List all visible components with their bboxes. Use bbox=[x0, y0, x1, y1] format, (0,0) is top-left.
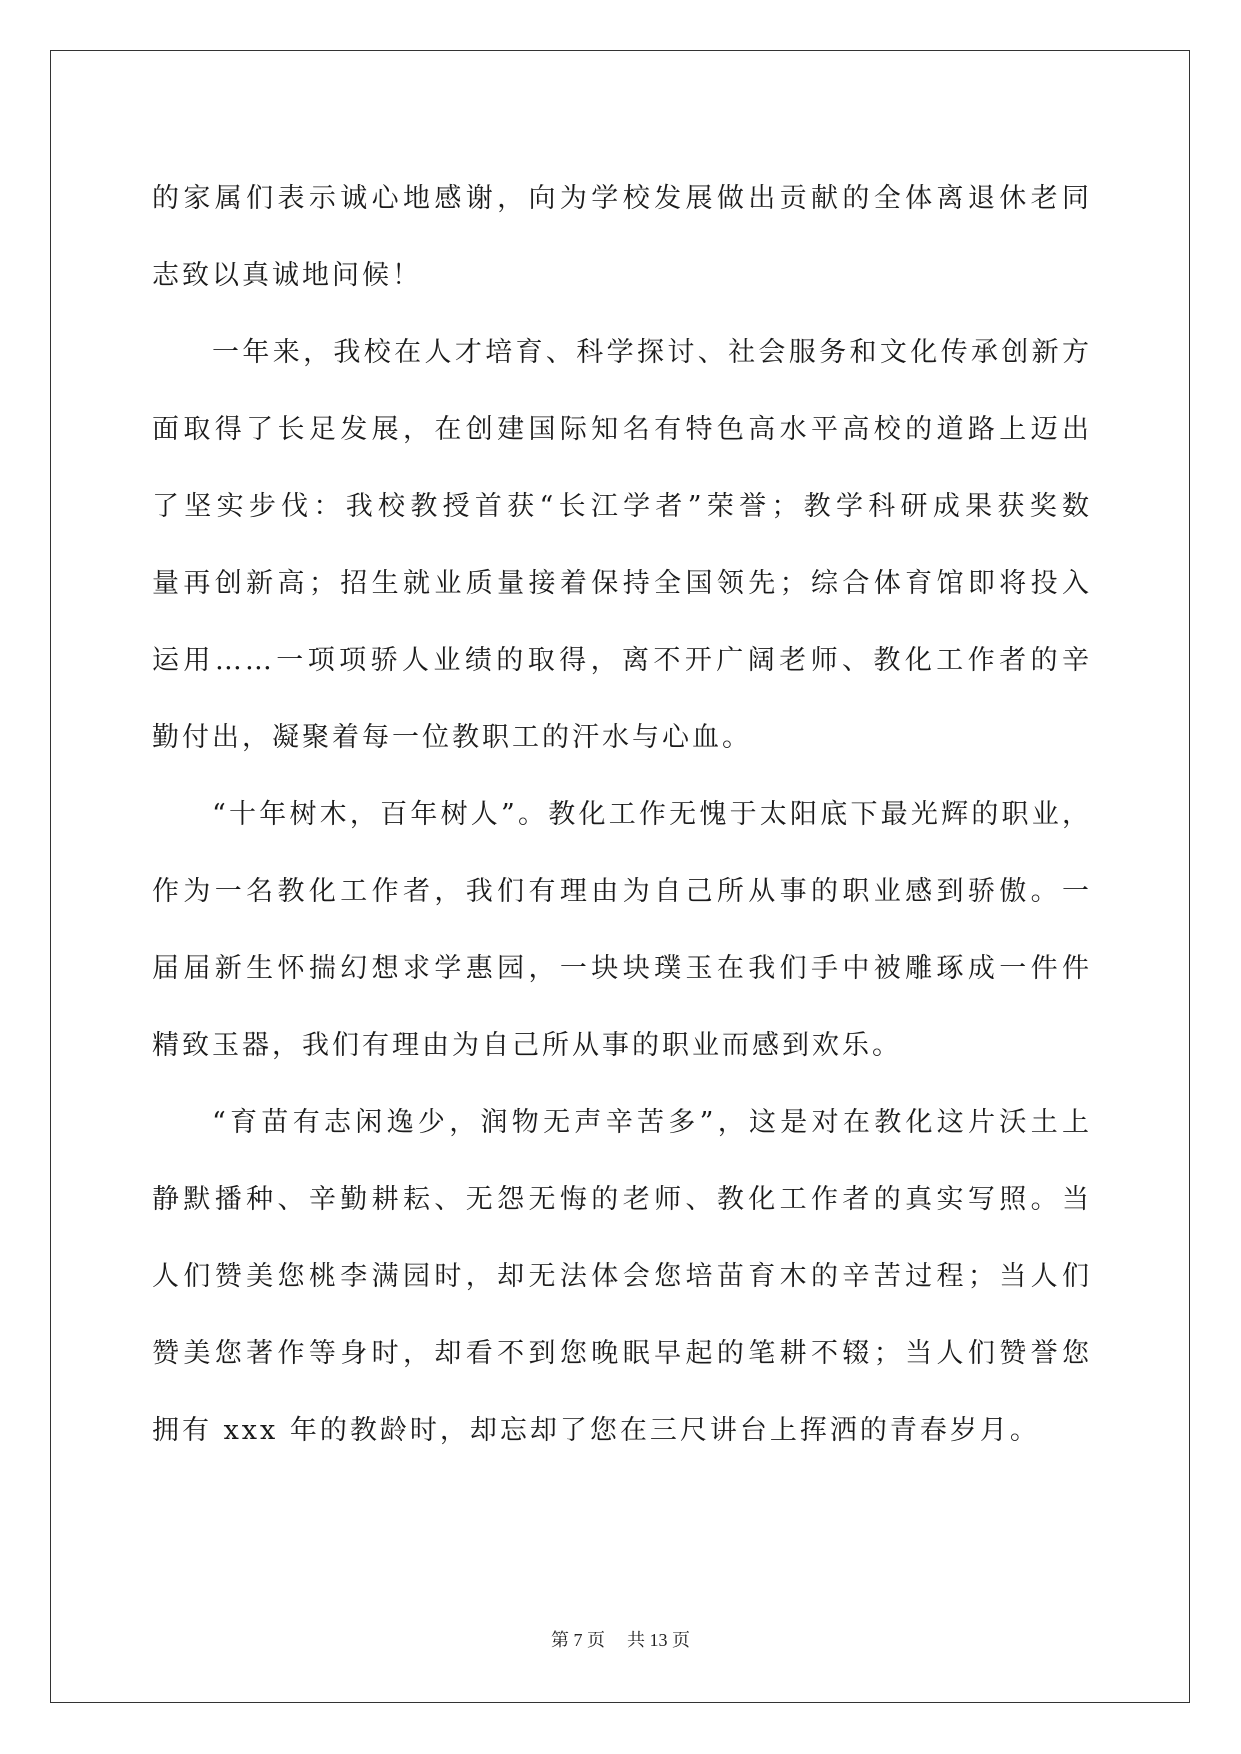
page-footer bbox=[0, 1626, 1241, 1652]
paragraph-first-line: 一年来，我校在人才培育、科学探讨、社会服务和文化传承创新方 bbox=[212, 337, 1092, 368]
text-line: 了坚实步伐：我校教授首获“长江学者”荣誉；教学科研成果获奖数 bbox=[152, 491, 1092, 522]
text-line: 精致玉器，我们有理由为自己所从事的职业而感到欢乐。 bbox=[152, 1030, 902, 1061]
paragraph-first-line: “十年树木，百年树人”。教化工作无愧于太阳底下最光辉的职业， bbox=[212, 799, 1092, 830]
text-line: 赞美您著作等身时，却看不到您晚眠早起的笔耕不辍；当人们赞誉您 bbox=[152, 1338, 1092, 1369]
text-line: 届届新生怀揣幻想求学惠园，一块块璞玉在我们手中被雕琢成一件件 bbox=[152, 953, 1092, 984]
page-total: 共 13 页 bbox=[627, 1630, 690, 1650]
text-line: 人们赞美您桃李满园时，却无法体会您培苗育木的辛苦过程；当人们 bbox=[152, 1261, 1092, 1292]
text-line: 静默播种、辛勤耕耘、无怨无悔的老师、教化工作者的真实写照。当 bbox=[152, 1184, 1092, 1215]
paragraph-first-line: “育苗有志闲逸少，润物无声辛苦多”，这是对在教化这片沃土上 bbox=[212, 1107, 1092, 1138]
text-line: 的家属们表示诚心地感谢，向为学校发展做出贡献的全体离退休老同 bbox=[152, 183, 1092, 214]
text-line: 勤付出，凝聚着每一位教职工的汗水与心血。 bbox=[152, 722, 752, 753]
text-line: 拥有 xxx 年的教龄时，却忘却了您在三尺讲台上挥洒的青春岁月。 bbox=[152, 1415, 1040, 1446]
text-line: 志致以真诚地问候！ bbox=[152, 260, 422, 291]
text-line: 面取得了长足发展，在创建国际知名有特色高水平高校的道路上迈出 bbox=[152, 414, 1092, 445]
text-line: 作为一名教化工作者，我们有理由为自己所从事的职业感到骄傲。一 bbox=[152, 876, 1092, 907]
text-line: 运用……一项项骄人业绩的取得，离不开广阔老师、教化工作者的辛 bbox=[152, 645, 1092, 676]
document-body bbox=[152, 160, 1092, 1469]
page-number: 第 7 页 bbox=[551, 1630, 605, 1650]
text-line: 量再创新高；招生就业质量接着保持全国领先；综合体育馆即将投入 bbox=[152, 568, 1092, 599]
